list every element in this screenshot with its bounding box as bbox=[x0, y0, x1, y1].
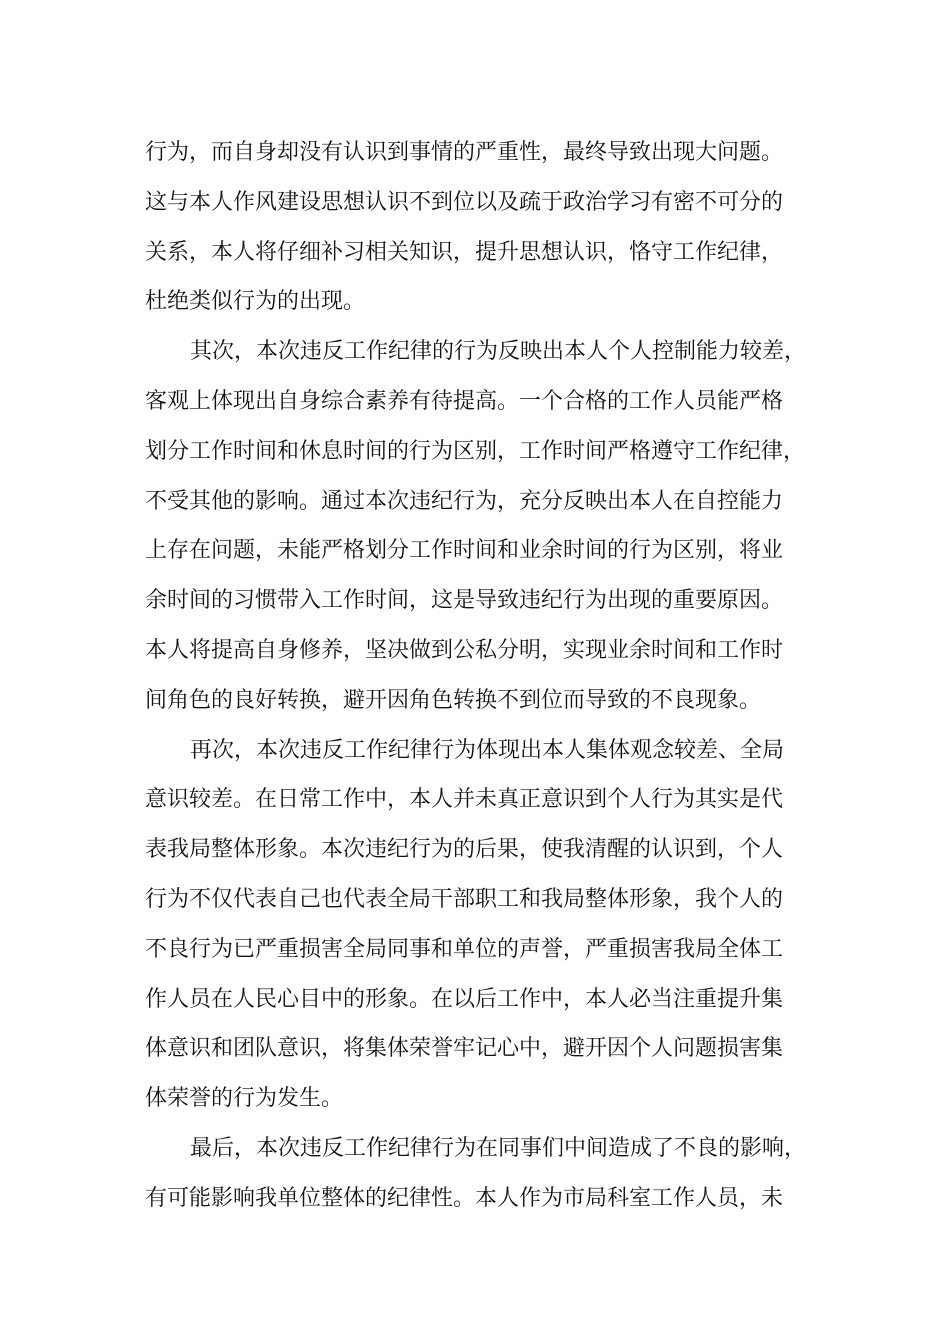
text-line: 体荣誉的行为发生。 bbox=[145, 1086, 344, 1112]
text-line: 间角色的良好转换，避开因角色转换不到位而导致的不良现象。 bbox=[145, 687, 762, 713]
text-line: 有可能影响我单位整体的纪律性。本人作为市局科室工作人员，未 bbox=[145, 1185, 784, 1211]
paragraph-first-line: 最后，本次违反工作纪律行为在同事们中间造成了不良的影响， bbox=[190, 1135, 807, 1161]
text-line: 上存在问题，未能严格划分工作时间和业余时间的行为区别，将业 bbox=[145, 538, 784, 564]
text-line: 关系，本人将仔细补习相关知识，提升思想认识，恪守工作纪律， bbox=[145, 239, 784, 265]
text-line: 意识较差。在日常工作中，本人并未真正意识到个人行为其实是代 bbox=[145, 787, 784, 813]
text-line: 划分工作时间和休息时间的行为区别，工作时间严格遵守工作纪律， bbox=[145, 438, 806, 464]
text-line: 行为不仅代表自己也代表全局干部职工和我局整体形象，我个人的 bbox=[145, 886, 784, 912]
text-line: 余时间的习惯带入工作时间，这是导致违纪行为出现的重要原因。 bbox=[145, 588, 784, 614]
text-line: 不受其他的影响。通过本次违纪行为，充分反映出本人在自控能力 bbox=[145, 488, 784, 514]
text-line: 这与本人作风建设思想认识不到位以及疏于政治学习有密不可分的 bbox=[145, 189, 784, 215]
paragraph-first-line: 其次，本次违反工作纪律的行为反映出本人个人控制能力较差， bbox=[190, 339, 807, 365]
text-line: 体意识和团队意识，将集体荣誉牢记心中，避开因个人问题损害集 bbox=[145, 1036, 784, 1062]
text-line: 客观上体现出自身综合素养有待提高。一个合格的工作人员能严格 bbox=[145, 388, 784, 414]
text-line: 行为，而自身却没有认识到事情的严重性，最终导致出现大问题。 bbox=[145, 140, 784, 165]
text-line: 不良行为已严重损害全局同事和单位的声誉，严重损害我局全体工 bbox=[145, 936, 784, 962]
paragraph-first-line: 再次，本次违反工作纪律行为体现出本人集体观念较差、全局 bbox=[190, 737, 785, 763]
text-line: 作人员在人民心目中的形象。在以后工作中，本人必当注重提升集 bbox=[145, 986, 784, 1012]
text-line: 本人将提高自身修养，坚决做到公私分明，实现业余时间和工作时 bbox=[145, 637, 784, 663]
text-line: 杜绝类似行为的出现。 bbox=[145, 289, 366, 315]
text-line: 表我局整体形象。本次违纪行为的后果，使我清醒的认识到，个人 bbox=[145, 837, 784, 863]
body-text bbox=[145, 128, 835, 1224]
